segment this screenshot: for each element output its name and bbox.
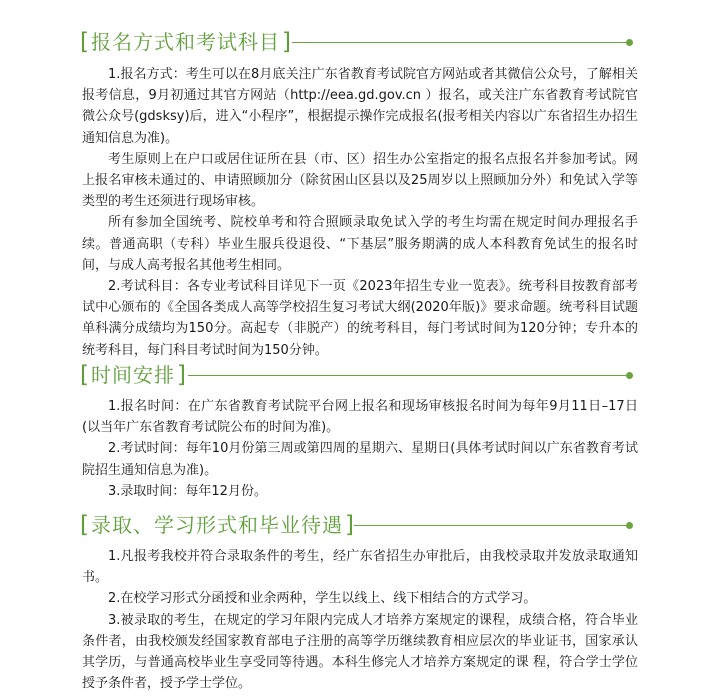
title-rule <box>354 525 628 526</box>
section-body-registration <box>82 64 638 361</box>
section-heading: 时间安排 <box>90 363 175 387</box>
paragraph: 3.被录取的考生，在规定的学习年限内完成人才培养方案规定的课程，成绩合格，符合毕业条件者，由我校颁发经国家教育部电子注册的高等学历继续教育相应层次的毕业证书，国家承认其学历，与普通高校毕业生享受同等待遇。本科生修完人才培养方案规定的课 程，符合学士学位授予条件者，授予学士学位。 <box>82 612 638 692</box>
section-title-registration <box>80 28 291 56</box>
paragraph: 考生原则上在户口或居住证所在县（市、区）招生办公室指定的报名点报名并参加考试。网上报名审核未通过的、申请照顾加分（除贫困山区县以及25周岁以上照顾加分外）和免试入学等类型的考生还须进行现场审核。 <box>82 151 638 210</box>
rule-end-dot <box>626 39 633 46</box>
section-heading: 录取、学习形式和毕业待遇 <box>90 513 343 537</box>
paragraph: 2.考试时间：每年10月份第三周或第四周的星期六、星期日(具体考试时间以广东省教育考试院招生通知信息为准)。 <box>82 441 638 478</box>
title-rule <box>188 375 628 376</box>
left-bracket: [ <box>80 29 89 55</box>
rule-end-dot <box>626 372 633 379</box>
right-bracket: ] <box>344 512 354 538</box>
left-bracket: [ <box>80 362 89 388</box>
rule-end-dot <box>626 522 633 529</box>
paragraph: 2.在校学习形式分函授和业余两种，学生以线上、线下相结合的方式学习。 <box>108 591 537 607</box>
paragraph: 3.录取时间：每年12月份。 <box>108 483 267 499</box>
section-body-admission <box>82 546 638 694</box>
section-title-schedule <box>80 361 186 389</box>
paragraph: 所有参加全国统考、院校单考和符合照顾录取免试入学的考生均需在规定时间办理报名手续。普通高职（专科）毕业生服兵役退役、“下基层”服务期满的成人本科教育免试生的报名时间，与成人高考报名其他考生相同。 <box>82 215 638 273</box>
paragraph: 1.凡报考我校并符合录取条件的考生，经广东省招生办审批后，由我校录取并发放录取通知书。 <box>82 549 638 586</box>
right-bracket: ] <box>281 29 291 55</box>
paragraph: 1.报名方式：考生可以在8月底关注广东省教育考试院官方网站或者其微信公众号，了解相关报考信息，9月初通过其官方网站（http://eea.gd.gov.cn ）报名，或关注广东省教育考试院官微公众号(gdsksy)后，进入“小程序”，根据提示操作完成报名(报考相关内容以广东省招生办招生通知信息为准)。 <box>82 67 638 146</box>
left-bracket: [ <box>80 512 89 538</box>
section-title-admission <box>80 511 354 539</box>
paragraph: 1.报名时间：在广东省教育考试院平台网上报名和现场审核报名时间为每年9月11日–17日 (以当年广东省教育考试院公布的时间为准)。 <box>82 399 638 436</box>
right-bracket: ] <box>176 362 186 388</box>
section-heading: 报名方式和考试科目 <box>90 30 280 54</box>
title-rule <box>292 42 628 43</box>
section-body-schedule <box>82 396 638 502</box>
paragraph: 2.考试科目：各专业考试科目详见下一页《2023年招生专业一览表》。统考科目按教育部考试中心颁布的《全国各类成人高等学校招生复习考试大纲(2020年版)》要求命题。统考科目试题单科满分成绩均为150分。高起专（非脱产）的统考科目，每门考试时间为120分钟；专升本的统考科目，每门科目考试时间为150分钟。 <box>82 279 638 358</box>
